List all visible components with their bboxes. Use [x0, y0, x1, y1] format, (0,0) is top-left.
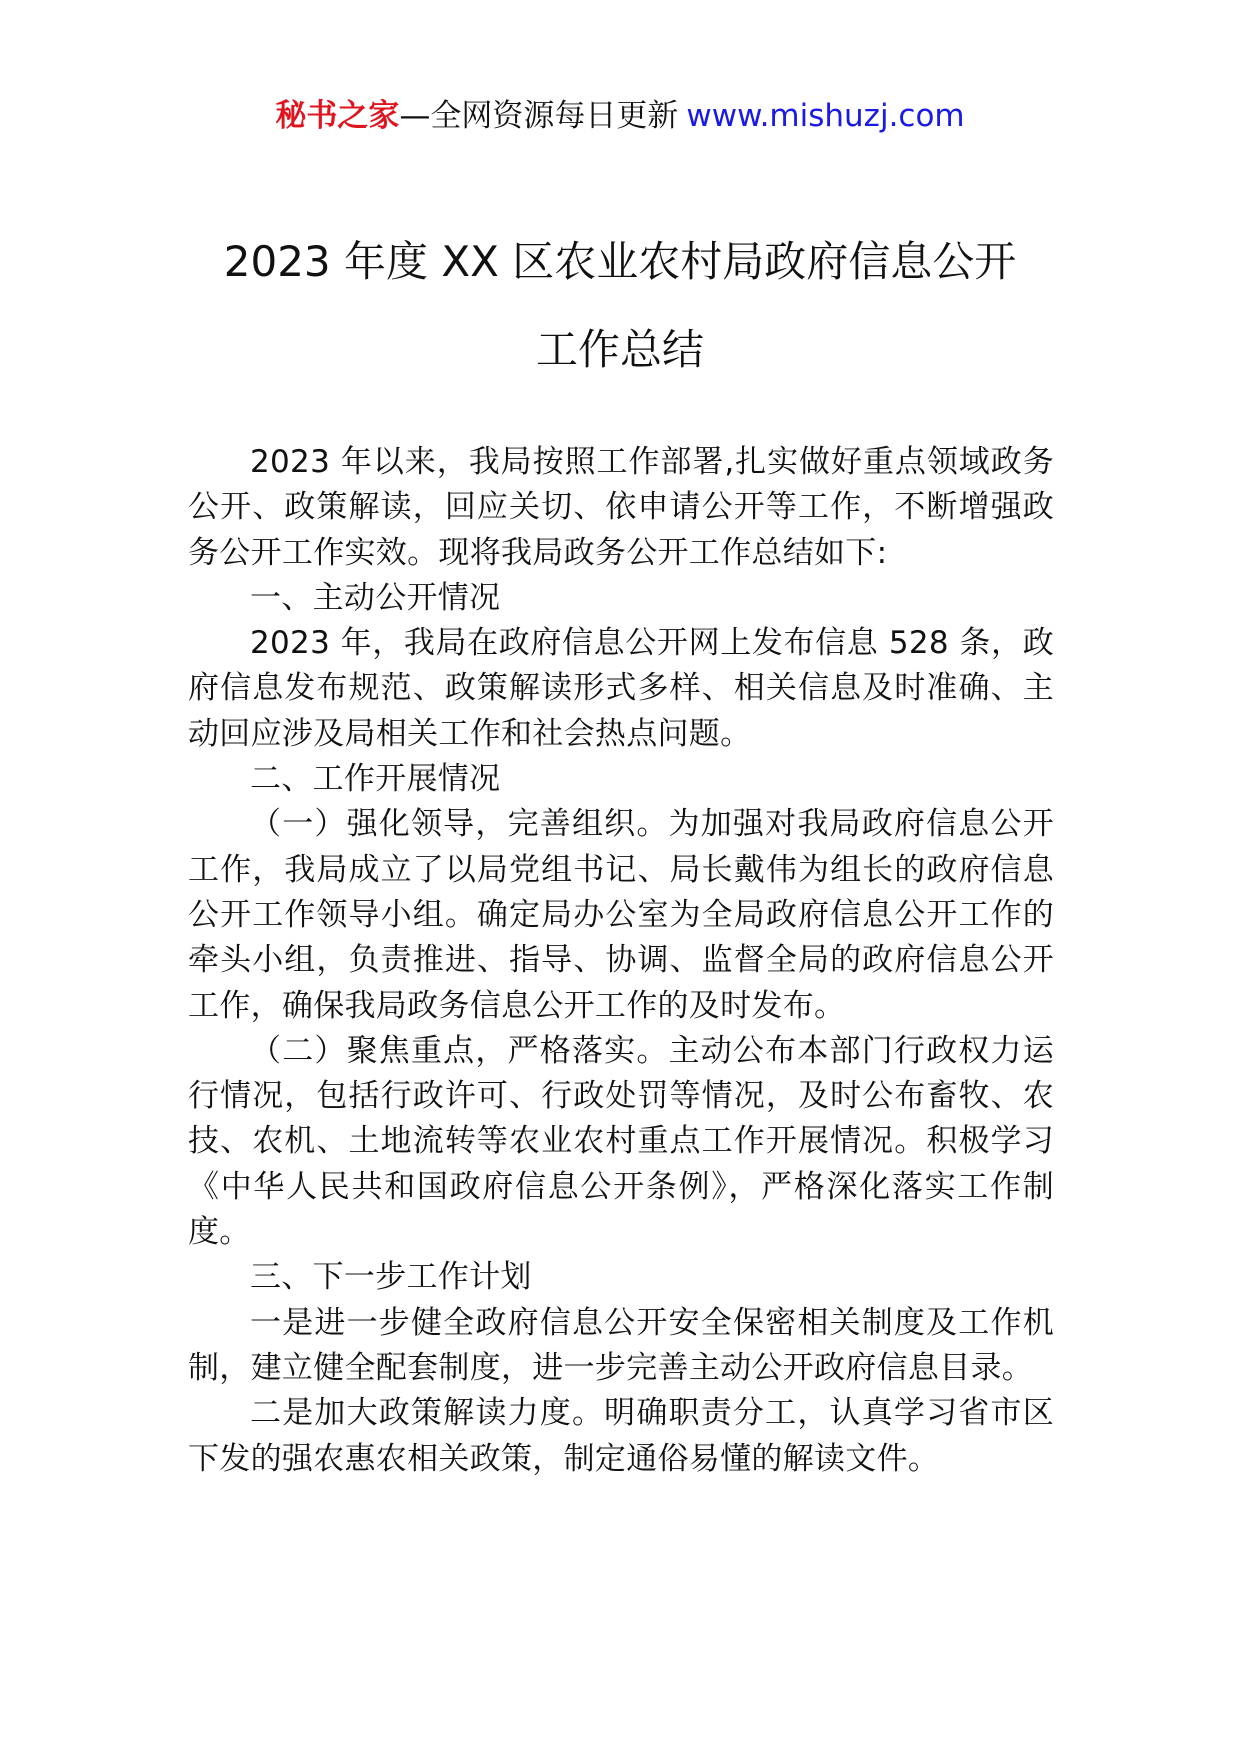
section-2-item-2: （二）聚焦重点，严格落实。主动公布本部门行政权力运行情况，包括行政许可、行政处罚等情况，及时公布畜牧、农技、农机、土地流转等农业农村重点工作开展情况。积极学习《中华人民共和国政府信息公开条例》，严格深化落实工作制度。: [188, 1032, 1054, 1251]
section-3-item-1: 一是进一步健全政府信息公开安全保密相关制度及工作机制，建立健全配套制度，进一步完善主动公开政府信息目录。: [188, 1304, 1054, 1386]
section-heading-3: 三、下一步工作计划: [250, 1259, 532, 1296]
site-header: [0, 96, 1240, 136]
brand-name: 秘书之家: [275, 98, 400, 134]
section-heading-2: 二、工作开展情况: [250, 761, 501, 798]
section-heading-1: 一、主动公开情况: [250, 579, 501, 616]
document-title-line2: 工作总结: [535, 325, 704, 374]
header-slogan: —全网资源每日更新: [399, 98, 679, 134]
intro-paragraph: 2023 年以来，我局按照工作部署,扎实做好重点领域政务公开、政策解读，回应关切、依申请公开等工作，不断增强政务公开工作实效。现将我局政务公开工作总结如下:: [188, 444, 1054, 571]
section-1-paragraph: 2023 年，我局在政府信息公开网上发布信息 528 条，政府信息发布规范、政策解读形式多样、相关信息及时准确、主动回应涉及局相关工作和社会热点问题。: [188, 625, 1054, 752]
site-url-link[interactable]: www.mishuzj.com: [686, 98, 965, 134]
document-body: [188, 440, 1054, 1482]
document-title-line1: 2023 年度 XX 区农业农村局政府信息公开: [223, 237, 1017, 286]
section-2-item-1: （一）强化领导，完善组织。为加强对我局政府信息公开工作，我局成立了以局党组书记、局长戴伟为组长的政府信息公开工作领导小组。确定局办公室为全局政府信息公开工作的牵头小组，负责推进、指导、协调、监督全局的政府信息公开工作，确保我局政务信息公开工作的及时发布。: [188, 806, 1054, 1024]
section-3-item-2: 二是加大政策解读力度。明确职责分工，认真学习省市区下发的强农惠农相关政策，制定通俗易懂的解读文件。: [188, 1395, 1054, 1477]
